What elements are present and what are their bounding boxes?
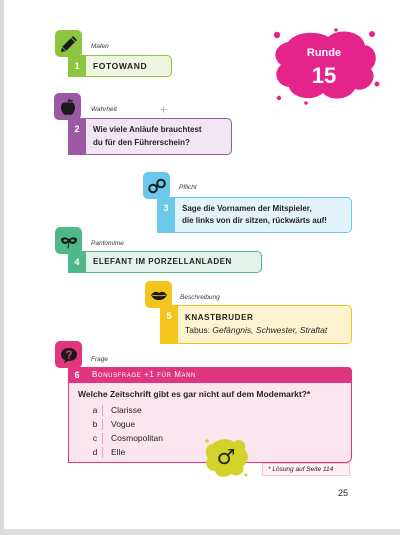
task-text-line: die links von dir sitzen, rückwärts auf! (182, 216, 327, 225)
taboo-words: Gefängnis, Schwester, Straftat (212, 325, 328, 335)
taboo-label: Tabus: (185, 325, 211, 335)
option-text: Elle (111, 446, 126, 457)
round-label: Runde (306, 47, 342, 59)
task-box (86, 118, 232, 155)
option-letter: a (88, 405, 103, 416)
bonus-label: Bonusfrage +1 für Mann (92, 370, 196, 379)
task-category: Pantomime (91, 240, 124, 247)
task-category: Malen (91, 43, 109, 50)
page-number: 25 (338, 488, 349, 498)
option-letter: b (88, 419, 103, 430)
task-taboos (185, 324, 344, 337)
option-letter: c (88, 433, 103, 444)
task-text: FOTOWAND (93, 61, 148, 71)
task-category: Beschreibung (180, 294, 220, 301)
task-text-line: Sage die Vornamen der Mitspieler, (182, 203, 312, 213)
option-text: Cosmopolitan (111, 432, 163, 443)
male-symbol: ♂ (216, 445, 236, 469)
task-number: 4 (68, 251, 86, 273)
question-bubble-icon (55, 341, 82, 368)
task-number: 5 (160, 305, 178, 344)
task-category: Pflicht (179, 184, 197, 191)
task-box (178, 305, 352, 344)
page-edge-shadow (0, 0, 4, 535)
task-category: Frage (91, 356, 108, 363)
task-number: 1 (68, 55, 86, 77)
pencil-icon (55, 30, 82, 57)
task-box (175, 197, 352, 233)
answer-option (88, 431, 163, 445)
task-text: ELEFANT IM PORZELLANLADEN (93, 257, 232, 266)
answer-option (88, 403, 163, 417)
round-number: 15 (311, 63, 337, 88)
task-box (86, 251, 262, 273)
option-text: Vogue (111, 418, 136, 429)
round-splash (266, 26, 382, 108)
task-box (86, 55, 172, 77)
task-number: 6 (74, 370, 80, 380)
answer-option (88, 417, 163, 431)
task-text-line: Wie viele Anläufe brauchtest (93, 125, 202, 134)
question-header (68, 367, 352, 383)
task-term: KNASTBRUDER (185, 313, 254, 322)
mask-icon (55, 227, 82, 254)
handcuffs-icon (143, 172, 170, 199)
answer-option (88, 445, 163, 459)
task-category: Wahrheit (91, 106, 117, 113)
option-letter: d (88, 447, 103, 458)
task-text-line: du für den Führerschein? (93, 137, 190, 147)
decorative-plus-icon (160, 106, 167, 113)
task-number: 2 (68, 118, 86, 155)
question-text: Welche Zeitschrift gibt es gar nicht auf dem Modemarkt?* (78, 389, 311, 399)
task-number: 3 (157, 197, 175, 233)
apple-icon (54, 93, 81, 120)
answer-options (88, 403, 163, 459)
option-text: Clarisse (111, 404, 142, 415)
lips-icon (145, 281, 172, 308)
solution-footnote: * Lösung auf Seite 114 (262, 463, 350, 476)
male-bonus-badge (203, 436, 249, 478)
page-edge-shadow-bottom (0, 529, 400, 535)
